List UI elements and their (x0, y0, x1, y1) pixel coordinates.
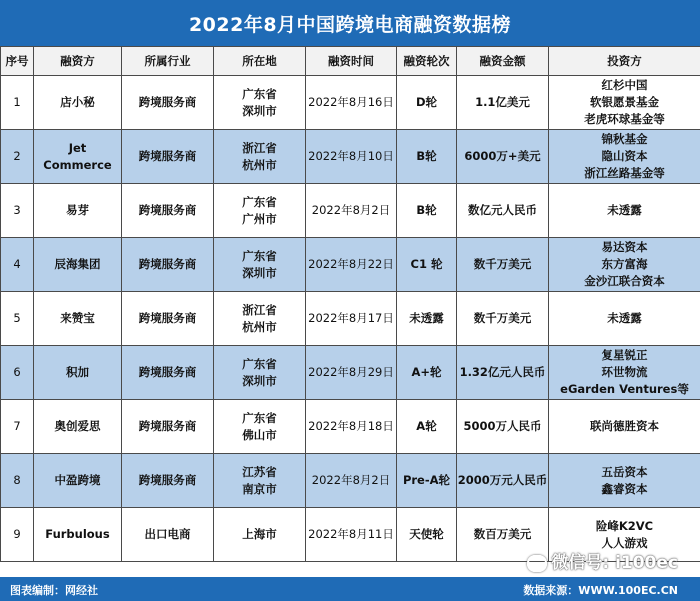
cell-industry: 跨境服务商 (122, 184, 214, 238)
location-city: 杭州市 (242, 319, 277, 334)
header-no: 序号 (1, 47, 34, 76)
cell-date: 2022年8月17日 (306, 292, 397, 346)
table-header-row (1, 47, 700, 76)
location-city: 佛山市 (242, 427, 277, 442)
table-row (1, 346, 700, 400)
investor: 老虎环球基金等 (584, 112, 665, 126)
cell-investors (549, 400, 700, 454)
investor: 锦秋基金 (601, 132, 648, 146)
cell-location (214, 130, 306, 184)
location-province: 广东省 (242, 356, 277, 371)
investor: 软银愿景基金 (590, 95, 659, 109)
watermark-text: 微信号: i100ec (551, 553, 678, 573)
cell-investors (549, 76, 700, 130)
cell-date: 2022年8月10日 (306, 130, 397, 184)
cell-investors (549, 454, 700, 508)
cell-company: 易芽 (34, 184, 122, 238)
cell-no: 2 (1, 130, 34, 184)
header-company: 融资方 (34, 47, 122, 76)
investor: 联尚德胜资本 (590, 419, 659, 433)
cell-date: 2022年8月2日 (306, 184, 397, 238)
location-city: 深圳市 (242, 265, 277, 280)
cell-date: 2022年8月29日 (306, 346, 397, 400)
cell-company: Jet Commerce (34, 130, 122, 184)
location-province: 广东省 (242, 194, 277, 209)
investor: 东方富海 (601, 257, 648, 271)
cell-location (214, 454, 306, 508)
footer-bar (0, 577, 700, 601)
table-row (1, 454, 700, 508)
cell-industry: 跨境服务商 (122, 76, 214, 130)
location-city: 广州市 (242, 211, 277, 226)
cell-no: 5 (1, 292, 34, 346)
location-province: 浙江省 (242, 140, 277, 155)
investor: 未透露 (607, 311, 642, 325)
cell-date: 2022年8月18日 (306, 400, 397, 454)
cell-investors (549, 184, 700, 238)
cell-round: A+轮 (397, 346, 457, 400)
investor: 环世物流 (601, 365, 648, 379)
cell-round: Pre-A轮 (397, 454, 457, 508)
cell-company: 辰海集团 (34, 238, 122, 292)
cell-date: 2022年8月11日 (306, 508, 397, 562)
cell-date: 2022年8月16日 (306, 76, 397, 130)
footer-compiler: 图表编制：网经社 (10, 584, 98, 597)
cell-industry: 跨境服务商 (122, 346, 214, 400)
footer-source: 数据来源：WWW.100EC.CN (523, 584, 678, 597)
cell-round: B轮 (397, 130, 457, 184)
location-province: 广东省 (242, 410, 277, 425)
cell-no: 7 (1, 400, 34, 454)
cell-location (214, 184, 306, 238)
cell-no: 8 (1, 454, 34, 508)
wechat-icon (527, 555, 547, 572)
cell-round: B轮 (397, 184, 457, 238)
cell-industry: 跨境服务商 (122, 130, 214, 184)
cell-no: 6 (1, 346, 34, 400)
cell-no: 3 (1, 184, 34, 238)
cell-no: 9 (1, 508, 34, 562)
header-round: 融资轮次 (397, 47, 457, 76)
cell-industry: 跨境服务商 (122, 238, 214, 292)
investor: 未透露 (607, 203, 642, 217)
location-city: 深圳市 (242, 373, 277, 388)
investor: 人人游戏 (601, 535, 648, 550)
investor: 浙江丝路基金等 (584, 166, 665, 180)
cell-location (214, 508, 306, 562)
investor: 复星锐正 (601, 348, 648, 362)
cell-round: A轮 (397, 400, 457, 454)
cell-amount: 数千万美元 (457, 238, 549, 292)
cell-location (214, 76, 306, 130)
cell-investors (549, 130, 700, 184)
table-row (1, 76, 700, 130)
cell-industry: 跨境服务商 (122, 292, 214, 346)
table-row (1, 238, 700, 292)
investor: eGarden Ventures等 (560, 382, 689, 396)
location-province: 上海市 (242, 527, 277, 541)
cell-company: 奥创爱思 (34, 400, 122, 454)
investor: 五岳资本 (601, 464, 648, 479)
cell-round: 天使轮 (397, 508, 457, 562)
cell-amount: 数百万美元 (457, 508, 549, 562)
cell-location (214, 346, 306, 400)
cell-industry: 出口电商 (122, 508, 214, 562)
cell-amount: 数亿元人民币 (457, 184, 549, 238)
table-row (1, 130, 700, 184)
cell-investors (549, 346, 700, 400)
location-province: 浙江省 (242, 302, 277, 317)
investor: 易达资本 (601, 240, 648, 254)
investor: 红杉中国 (601, 78, 648, 92)
cell-company: 店小秘 (34, 76, 122, 130)
cell-no: 4 (1, 238, 34, 292)
cell-round: 未透露 (397, 292, 457, 346)
cell-no: 1 (1, 76, 34, 130)
cell-company: 中盈跨境 (34, 454, 122, 508)
location-city: 杭州市 (242, 157, 277, 172)
cell-date: 2022年8月2日 (306, 454, 397, 508)
cell-company: Furbulous (34, 508, 122, 562)
cell-company: 积加 (34, 346, 122, 400)
cell-investors (549, 238, 700, 292)
cell-industry: 跨境服务商 (122, 454, 214, 508)
wechat-watermark (527, 548, 678, 573)
cell-location (214, 292, 306, 346)
location-province: 广东省 (242, 86, 277, 101)
investor: 金沙江联合资本 (584, 274, 665, 288)
financing-table-container (0, 46, 700, 562)
cell-location (214, 400, 306, 454)
table-row (1, 184, 700, 238)
header-location: 所在地 (214, 47, 306, 76)
header-investors: 投资方 (549, 47, 700, 76)
cell-amount: 6000万+美元 (457, 130, 549, 184)
cell-amount: 数千万美元 (457, 292, 549, 346)
cell-industry: 跨境服务商 (122, 400, 214, 454)
header-date: 融资时间 (306, 47, 397, 76)
location-province: 江苏省 (242, 464, 277, 479)
investor: 鑫睿资本 (601, 481, 648, 496)
cell-location (214, 238, 306, 292)
cell-round: D轮 (397, 76, 457, 130)
cell-amount: 5000万人民币 (457, 400, 549, 454)
header-industry: 所属行业 (122, 47, 214, 76)
location-city: 深圳市 (242, 103, 277, 118)
investor: 险峰K2VC (595, 518, 654, 533)
cell-amount: 1.1亿美元 (457, 76, 549, 130)
location-province: 广东省 (242, 248, 277, 263)
cell-amount: 2000万元人民币 (457, 454, 549, 508)
page-title: 2022年8月中国跨境电商融资数据榜 (0, 0, 700, 46)
cell-round: C1 轮 (397, 238, 457, 292)
investor: 隐山资本 (601, 149, 648, 163)
header-amount: 融资金额 (457, 47, 549, 76)
cell-investors (549, 292, 700, 346)
location-city: 南京市 (242, 481, 277, 496)
table-row (1, 400, 700, 454)
cell-amount: 1.32亿元人民币 (457, 346, 549, 400)
financing-table (0, 46, 700, 562)
cell-company: 来赞宝 (34, 292, 122, 346)
cell-date: 2022年8月22日 (306, 238, 397, 292)
table-row (1, 292, 700, 346)
